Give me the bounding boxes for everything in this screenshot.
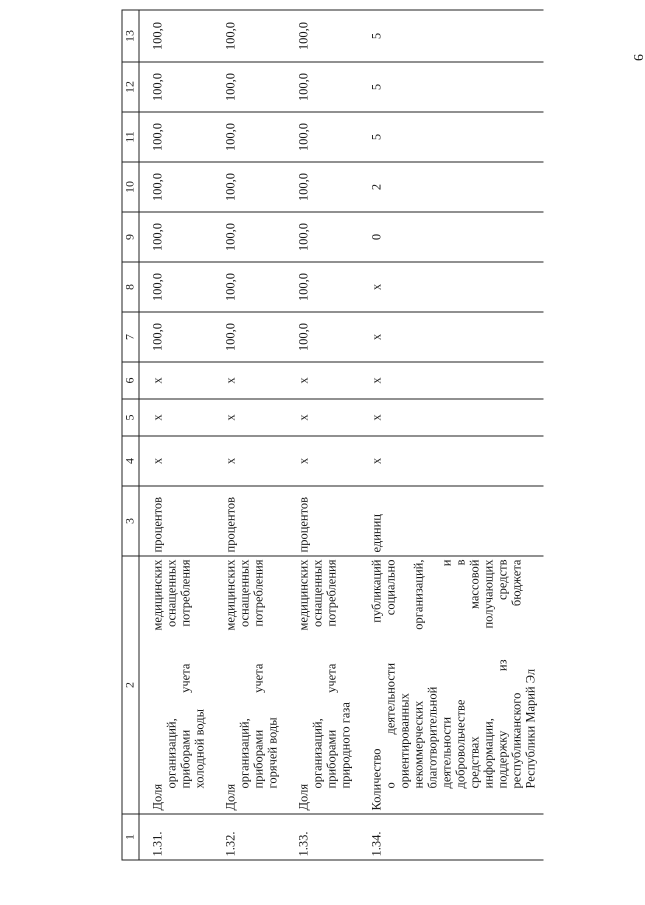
indicator-name-line: горячей воды [265,717,280,789]
column-number-4: 4 [122,436,139,486]
column-number-12: 12 [122,62,139,112]
value-cell: 100,0 [139,62,213,112]
indicator-name-line: Республики Марий Эл [523,668,538,789]
indicator-name [139,556,213,814]
column-number-3: 3 [122,486,139,556]
value-cell: 100,0 [213,162,286,212]
value-cell: х [213,399,286,436]
value-cell: 100,0 [286,10,359,62]
value-cell: х [139,362,213,399]
indicator-name [286,556,359,814]
indicator-name-line: приборами учета потребления [178,559,193,789]
value-cell: 100,0 [139,112,213,162]
table-body [139,10,544,860]
column-number-5: 5 [122,399,139,436]
value-cell: 100,0 [286,212,359,262]
column-number-11: 11 [122,112,139,162]
column-number-8: 8 [122,262,139,312]
value-cell: 100,0 [139,10,213,62]
column-number-10: 10 [122,162,139,212]
value-cell: 100,0 [139,262,213,312]
value-cell: 100,0 [286,312,359,362]
indicator-name-line: приборами учета потребления [324,559,339,789]
table-row [286,10,359,860]
page-number: 9 [630,54,645,61]
unit-of-measure: процентов [286,486,359,556]
value-cell: х [359,312,544,362]
value-cell: 100,0 [286,162,359,212]
value-cell: 100,0 [286,262,359,312]
indicator-name-line: некоммерческих организаций, [411,559,426,789]
value-cell: 0 [359,212,544,262]
table-row [359,10,544,860]
unit-of-measure: процентов [213,486,286,556]
table-row [213,10,286,860]
indicator-name-line: о деятельности социально [383,559,398,789]
indicator-name-line: средствах массовой [467,559,482,789]
indicator-name-line: информации, получающих [481,559,496,789]
value-cell: х [359,436,544,486]
value-cell: 100,0 [213,262,286,312]
unit-of-measure: единиц [359,486,544,556]
indicator-name-line: поддержку из средств [495,559,510,789]
table-container [122,21,538,861]
value-cell: 100,0 [139,162,213,212]
value-cell: 100,0 [213,212,286,262]
value-cell: 100,0 [139,312,213,362]
column-number-9: 9 [122,212,139,262]
value-cell: 100,0 [213,312,286,362]
column-number-row [122,10,139,860]
value-cell: 100,0 [286,112,359,162]
column-number-6: 6 [122,362,139,399]
column-number-2: 2 [122,556,139,814]
value-cell: х [286,362,359,399]
value-cell: х [359,399,544,436]
indicator-name-line: Доля медицинских [296,559,311,811]
indicator-name [359,556,544,814]
indicator-name-line: организаций, оснащенных [164,559,179,789]
value-cell: 100,0 [213,62,286,112]
value-cell: 100,0 [213,10,286,62]
value-cell: х [359,362,544,399]
column-number-13: 13 [122,10,139,62]
value-cell: 2 [359,162,544,212]
value-cell: 100,0 [286,62,359,112]
indicator-name-line: Доля медицинских [150,559,165,811]
indicator-name-line: Доля медицинских [223,559,238,811]
indicator-name-line: организаций, оснащенных [310,559,325,789]
indicator-name-line: республиканского бюджета [509,559,524,789]
indicator-name [213,556,286,814]
value-cell: х [139,436,213,486]
column-number-7: 7 [122,312,139,362]
indicator-name-line: приборами учета потребления [251,559,266,789]
row-number: 1.33. [286,814,359,860]
indicator-name-line: деятельности и [439,559,454,789]
value-cell: х [286,436,359,486]
indicator-name-line: холодной воды [192,708,207,789]
value-cell: х [213,362,286,399]
value-cell: 5 [359,10,544,62]
value-cell: 5 [359,62,544,112]
row-number: 1.34. [359,814,544,860]
column-number-1: 1 [122,814,139,860]
indicators-table [122,10,544,861]
value-cell: х [139,399,213,436]
row-number: 1.31. [139,814,213,860]
value-cell: 5 [359,112,544,162]
table-row [139,10,213,860]
indicator-name-line: благотворительной [425,686,440,789]
indicator-name-line: Количество публикаций [369,559,384,811]
value-cell: х [213,436,286,486]
value-cell: 100,0 [139,212,213,262]
indicator-name-line: ориентированных [397,693,412,789]
row-number: 1.32. [213,814,286,860]
indicator-name-line: организаций, оснащенных [237,559,252,789]
indicator-name-line: добровольчестве в [453,559,468,789]
indicator-name-line: природного газа [338,702,353,789]
value-cell: 100,0 [213,112,286,162]
value-cell: х [286,399,359,436]
value-cell: х [359,262,544,312]
unit-of-measure: процентов [139,486,213,556]
